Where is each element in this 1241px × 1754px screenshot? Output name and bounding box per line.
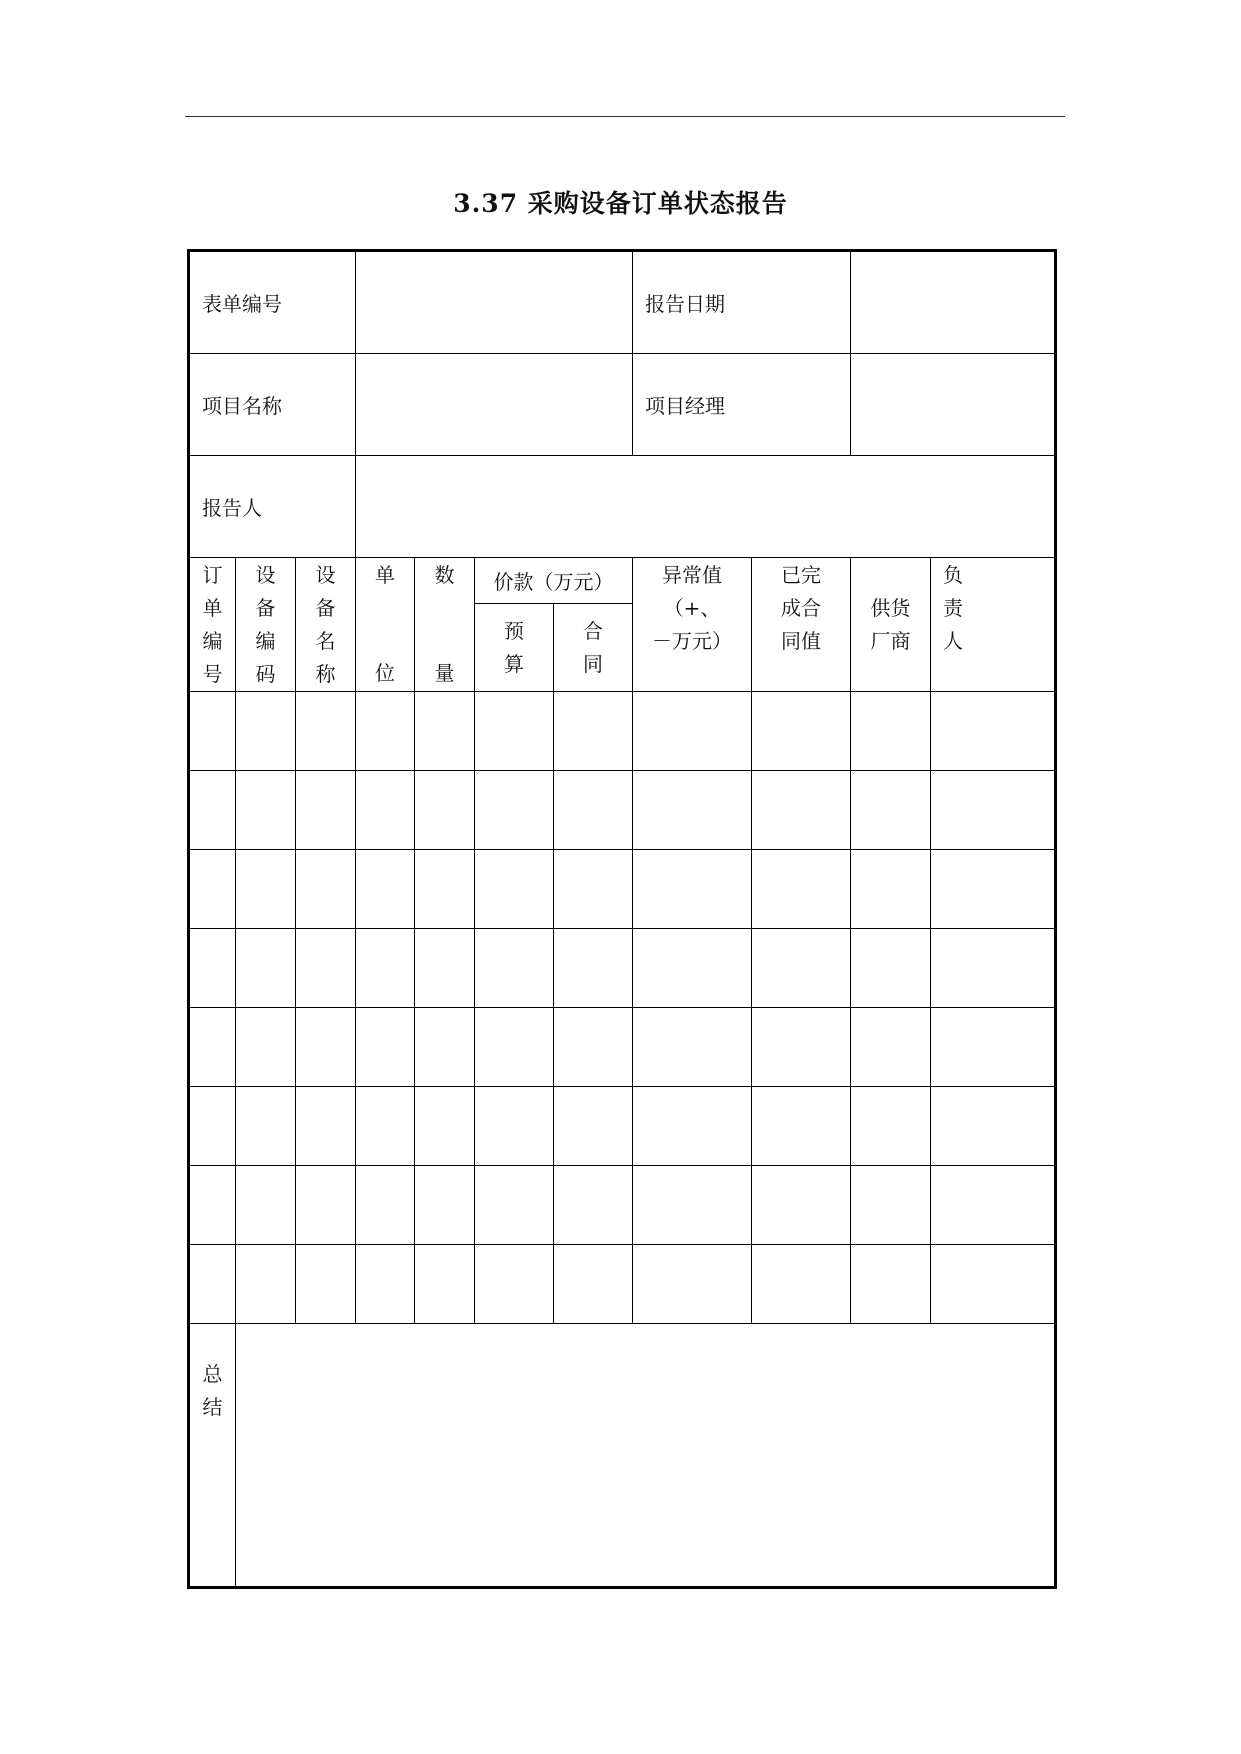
col-unit-top: 单	[375, 563, 396, 587]
cell[interactable]	[554, 692, 633, 771]
cell[interactable]	[851, 771, 931, 850]
table-row	[189, 692, 1056, 771]
summary-row	[189, 1324, 1056, 1588]
cell[interactable]	[356, 1008, 415, 1087]
cell[interactable]	[296, 1087, 356, 1166]
cell[interactable]	[189, 850, 236, 929]
cell[interactable]	[931, 1166, 1056, 1245]
table-row	[189, 1087, 1056, 1166]
cell[interactable]	[633, 1166, 752, 1245]
cell[interactable]	[851, 1087, 931, 1166]
cell[interactable]	[475, 692, 554, 771]
cell[interactable]	[633, 1008, 752, 1087]
cell[interactable]	[415, 1166, 475, 1245]
cell[interactable]	[752, 850, 851, 929]
cell[interactable]	[554, 771, 633, 850]
cell[interactable]	[851, 929, 931, 1008]
cell[interactable]	[356, 1245, 415, 1324]
col-price: 价款（万元）	[475, 558, 633, 604]
cell[interactable]	[415, 692, 475, 771]
cell[interactable]	[189, 1008, 236, 1087]
cell[interactable]	[475, 1166, 554, 1245]
cell[interactable]	[296, 1008, 356, 1087]
column-header-row	[189, 558, 1056, 604]
cell[interactable]	[356, 850, 415, 929]
reporter-row	[189, 456, 1056, 558]
cell[interactable]	[415, 1008, 475, 1087]
summary-field[interactable]	[236, 1324, 1056, 1588]
cell[interactable]	[633, 692, 752, 771]
col-completed-value: 已完 成合 同值	[752, 558, 851, 692]
cell[interactable]	[356, 771, 415, 850]
cell[interactable]	[633, 1245, 752, 1324]
cell[interactable]	[189, 929, 236, 1008]
cell[interactable]	[931, 929, 1056, 1008]
cell[interactable]	[475, 850, 554, 929]
cell[interactable]	[189, 1166, 236, 1245]
cell[interactable]	[554, 1008, 633, 1087]
col-order-no: 订 单 编 号	[189, 558, 236, 692]
col-equipment-code: 设 备 编 码	[236, 558, 296, 692]
cell[interactable]	[236, 850, 296, 929]
reporter-label: 报告人	[189, 456, 356, 558]
cell[interactable]	[752, 692, 851, 771]
cell[interactable]	[851, 1245, 931, 1324]
cell[interactable]	[415, 771, 475, 850]
col-unit	[356, 558, 415, 692]
cell[interactable]	[475, 1087, 554, 1166]
form-no-field[interactable]	[356, 251, 633, 354]
project-row	[189, 354, 1056, 456]
cell[interactable]	[296, 771, 356, 850]
cell[interactable]	[633, 929, 752, 1008]
project-name-field[interactable]	[356, 354, 633, 456]
col-quantity-top: 数	[434, 563, 455, 587]
table-row	[189, 1245, 1056, 1324]
header-rule	[185, 116, 1065, 117]
cell[interactable]	[752, 771, 851, 850]
col-quantity-bottom: 量	[434, 661, 455, 685]
table-row	[189, 850, 1056, 929]
col-owner: 负 责 人	[931, 558, 1056, 692]
cell[interactable]	[752, 1245, 851, 1324]
cell[interactable]	[931, 771, 1056, 850]
report-date-label: 报告日期	[633, 251, 851, 354]
table-row	[189, 1166, 1056, 1245]
cell[interactable]	[236, 771, 296, 850]
summary-label: 总 结	[189, 1324, 236, 1588]
cell[interactable]	[236, 1008, 296, 1087]
table-row	[189, 771, 1056, 850]
cell[interactable]	[296, 850, 356, 929]
cell[interactable]	[931, 850, 1056, 929]
cell[interactable]	[554, 1245, 633, 1324]
cell[interactable]	[851, 850, 931, 929]
cell[interactable]	[415, 1245, 475, 1324]
cell[interactable]	[851, 1166, 931, 1245]
cell[interactable]	[189, 1087, 236, 1166]
cell[interactable]	[752, 1166, 851, 1245]
cell[interactable]	[633, 1087, 752, 1166]
cell[interactable]	[752, 929, 851, 1008]
cell[interactable]	[296, 929, 356, 1008]
cell[interactable]	[931, 692, 1056, 771]
cell[interactable]	[356, 1166, 415, 1245]
cell[interactable]	[931, 1008, 1056, 1087]
cell[interactable]	[236, 929, 296, 1008]
cell[interactable]	[752, 1008, 851, 1087]
page-title: 3.37 采购设备订单状态报告	[453, 189, 788, 218]
cell[interactable]	[189, 771, 236, 850]
cell[interactable]	[475, 1008, 554, 1087]
form-no-row	[189, 251, 1056, 354]
cell[interactable]	[296, 1166, 356, 1245]
col-anomaly: 异常值 （+、 －万元）	[633, 558, 752, 692]
cell[interactable]	[356, 1087, 415, 1166]
cell[interactable]	[236, 1087, 296, 1166]
cell[interactable]	[236, 1245, 296, 1324]
project-manager-label: 项目经理	[633, 354, 851, 456]
cell[interactable]	[296, 692, 356, 771]
cell[interactable]	[633, 771, 752, 850]
project-name-label: 项目名称	[189, 354, 356, 456]
cell[interactable]	[296, 1245, 356, 1324]
cell[interactable]	[931, 1087, 1056, 1166]
cell[interactable]	[554, 929, 633, 1008]
project-manager-field[interactable]	[851, 354, 1056, 456]
cell[interactable]	[633, 850, 752, 929]
col-supplier: 供货 厂商	[851, 558, 931, 692]
form-no-label: 表单编号	[189, 251, 356, 354]
col-budget: 预 算	[475, 604, 554, 692]
cell[interactable]	[931, 1245, 1056, 1324]
col-equipment-name: 设 备 名 称	[296, 558, 356, 692]
cell[interactable]	[752, 1087, 851, 1166]
table-row	[189, 1008, 1056, 1087]
cell[interactable]	[475, 929, 554, 1008]
cell[interactable]	[554, 850, 633, 929]
order-status-form	[187, 249, 1057, 1589]
cell[interactable]	[475, 1245, 554, 1324]
cell[interactable]	[415, 850, 475, 929]
cell[interactable]	[475, 771, 554, 850]
col-contract: 合 同	[554, 604, 633, 692]
cell[interactable]	[415, 929, 475, 1008]
cell[interactable]	[236, 1166, 296, 1245]
reporter-field[interactable]	[356, 456, 1056, 558]
cell[interactable]	[851, 1008, 931, 1087]
cell[interactable]	[356, 692, 415, 771]
cell[interactable]	[356, 929, 415, 1008]
cell[interactable]	[554, 1087, 633, 1166]
cell[interactable]	[851, 692, 931, 771]
table-row	[189, 929, 1056, 1008]
report-date-field[interactable]	[851, 251, 1056, 354]
cell[interactable]	[189, 1245, 236, 1324]
cell[interactable]	[189, 692, 236, 771]
cell[interactable]	[554, 1166, 633, 1245]
cell[interactable]	[415, 1087, 475, 1166]
col-quantity	[415, 558, 475, 692]
col-unit-bottom: 位	[375, 661, 396, 685]
cell[interactable]	[236, 692, 296, 771]
